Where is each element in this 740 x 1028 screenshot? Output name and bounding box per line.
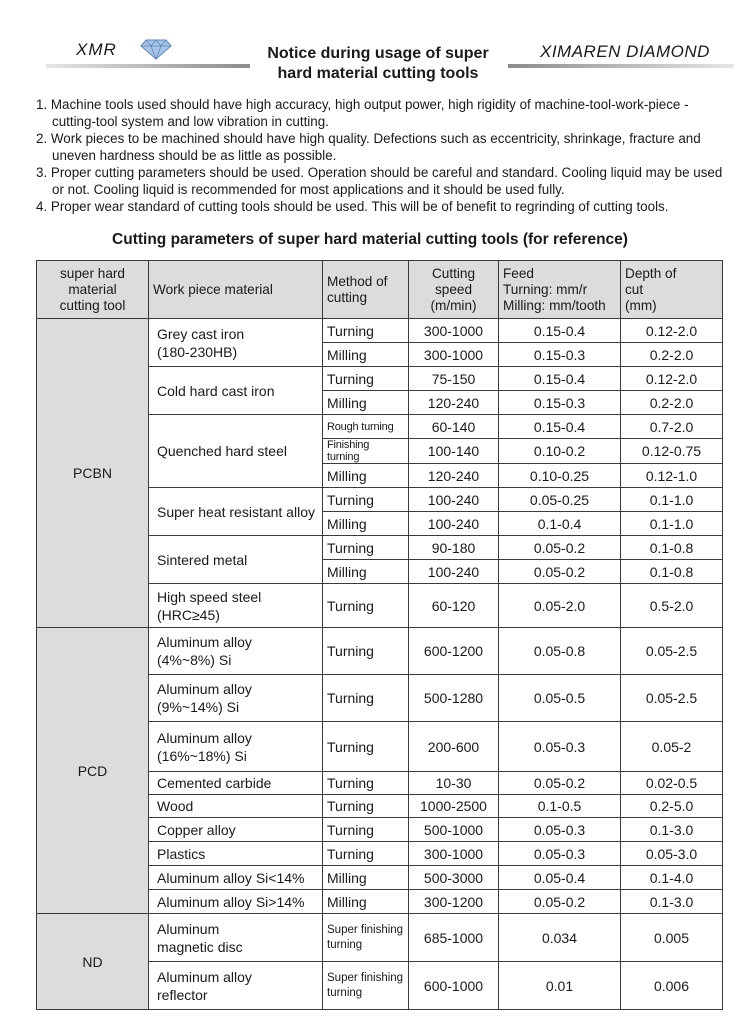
depth-cell: 0.006 (621, 962, 723, 1010)
material-cell (149, 488, 323, 536)
material-line: Aluminum alloy (157, 968, 252, 985)
feed-cell: 0.05-0.8 (499, 628, 621, 675)
feed-cell: 0.05-0.25 (499, 488, 621, 512)
material-line: Cemented carbide (157, 775, 272, 791)
depth-cell: 0.12-0.75 (621, 439, 723, 464)
material-line: (HRC≥45) (157, 606, 220, 623)
depth-cell: 0.1-0.8 (621, 536, 723, 560)
feed-cell: 0.05-0.3 (499, 722, 621, 772)
speed-cell: 90-180 (409, 536, 499, 560)
material-line: magnetic disc (157, 938, 243, 955)
depth-cell: 0.2-2.0 (621, 391, 723, 415)
feed-cell: 0.05-0.2 (499, 772, 621, 795)
speed-cell: 75-150 (409, 367, 499, 391)
material-cell (149, 914, 323, 962)
method-cell: Turning (323, 675, 409, 722)
feed-cell: 0.15-0.4 (499, 415, 621, 439)
speed-cell: 300-1000 (409, 842, 499, 866)
table-row (37, 319, 723, 343)
speed-cell: 60-140 (409, 415, 499, 439)
method-cell: Milling (323, 890, 409, 914)
material-cell (149, 415, 323, 488)
material-cell (149, 675, 323, 722)
material-cell (149, 584, 323, 628)
feed-cell: 0.15-0.4 (499, 319, 621, 343)
method-cell: Milling (323, 391, 409, 415)
material-cell (149, 319, 323, 367)
material-cell (149, 842, 323, 866)
material-line: Super heat resistant alloy (157, 503, 315, 520)
material-cell (149, 890, 323, 914)
method-cell: Super finishing turning (323, 962, 409, 1010)
material-line: Wood (157, 798, 194, 814)
header-material: Work piece material (149, 261, 323, 319)
brand-logo-text: XMR (76, 40, 117, 59)
feed-cell: 0.1-0.5 (499, 795, 621, 818)
table-row (37, 628, 723, 675)
method-cell: Milling (323, 512, 409, 536)
header-depth: Depth of cut (mm) (621, 261, 723, 319)
depth-cell: 0.7-2.0 (621, 415, 723, 439)
header-rule-right (508, 64, 734, 68)
depth-cell: 0.05-2 (621, 722, 723, 772)
material-cell (149, 722, 323, 772)
table-body (37, 319, 723, 1010)
feed-cell: 0.01 (499, 962, 621, 1010)
feed-cell: 0.05-0.2 (499, 560, 621, 584)
feed-cell: 0.05-0.3 (499, 818, 621, 842)
table-header-row (37, 261, 723, 319)
header-rule-left (46, 64, 250, 68)
method-cell: Turning (323, 772, 409, 795)
speed-cell: 300-1000 (409, 319, 499, 343)
method-cell: Turning (323, 367, 409, 391)
feed-cell: 0.05-0.4 (499, 866, 621, 890)
usage-notes (36, 96, 728, 215)
material-cell (149, 818, 323, 842)
depth-cell: 0.2-2.0 (621, 343, 723, 367)
depth-cell: 0.1-4.0 (621, 866, 723, 890)
tool-type-cell: PCBN (37, 319, 149, 628)
depth-cell: 0.05-2.5 (621, 675, 723, 722)
speed-cell: 200-600 (409, 722, 499, 772)
method-cell: Milling (323, 560, 409, 584)
method-cell: Turning (323, 842, 409, 866)
feed-cell: 0.05-0.2 (499, 536, 621, 560)
material-line: Aluminum alloy (157, 681, 252, 697)
depth-cell: 0.12-2.0 (621, 367, 723, 391)
method-cell: Finishing turning (323, 439, 409, 464)
speed-cell: 500-1280 (409, 675, 499, 722)
feed-cell: 0.15-0.3 (499, 343, 621, 367)
method-cell: Milling (323, 464, 409, 488)
speed-cell: 600-1000 (409, 962, 499, 1010)
material-cell (149, 866, 323, 890)
method-cell: Milling (323, 343, 409, 367)
feed-cell: 0.05-0.5 (499, 675, 621, 722)
header-speed: Cutting speed (m/min) (409, 261, 499, 319)
material-cell (149, 772, 323, 795)
tool-type-cell: ND (37, 914, 149, 1010)
depth-cell: 0.1-3.0 (621, 890, 723, 914)
method-cell: Turning (323, 319, 409, 343)
method-cell: Super finishing turning (323, 914, 409, 962)
material-line: (180-230HB) (157, 343, 238, 360)
feed-cell: 0.05-2.0 (499, 584, 621, 628)
header-tool: super hard material cutting tool (37, 261, 149, 319)
speed-cell: 100-240 (409, 560, 499, 584)
note-item: 4. Proper wear standard of cutting tools should be used. This will be of benefit to regrinding of cutting tools. (36, 199, 669, 214)
speed-cell: 500-1000 (409, 818, 499, 842)
feed-cell: 0.1-0.4 (499, 512, 621, 536)
header-method: Method of cutting (323, 261, 409, 319)
material-cell (149, 795, 323, 818)
material-line: (16%~18%) Si (157, 747, 247, 764)
note-item: 2. Work pieces to be machined should have high quality. Defections such as eccentricity, shrinkage, fracture and uneven hardness should be as little as possible. (36, 131, 701, 163)
speed-cell: 10-30 (409, 772, 499, 795)
material-line: Aluminum alloy (157, 634, 252, 650)
title-line-1: Notice during usage of super (267, 45, 489, 62)
page-header (0, 0, 740, 90)
method-cell: Turning (323, 536, 409, 560)
material-line: Sintered metal (157, 551, 248, 568)
speed-cell: 600-1200 (409, 628, 499, 675)
title-line-2: hard material cutting tools (277, 65, 479, 82)
material-line: Aluminum alloy Si>14% (157, 893, 305, 910)
feed-cell: 0.034 (499, 914, 621, 962)
tool-type-cell: PCD (37, 628, 149, 914)
feed-cell: 0.05-0.2 (499, 890, 621, 914)
company-name: XIMAREN DIAMOND (540, 42, 710, 61)
material-line: Aluminum alloy Si<14% (157, 869, 305, 886)
material-line: (9%~14%) Si (157, 699, 240, 715)
depth-cell: 0.5-2.0 (621, 584, 723, 628)
speed-cell: 685-1000 (409, 914, 499, 962)
feed-cell: 0.15-0.3 (499, 391, 621, 415)
material-line: High speed steel (157, 588, 262, 605)
method-cell: Milling (323, 866, 409, 890)
depth-cell: 0.12-2.0 (621, 319, 723, 343)
speed-cell: 300-1200 (409, 890, 499, 914)
material-cell (149, 536, 323, 584)
material-cell (149, 367, 323, 415)
method-cell: Turning (323, 628, 409, 675)
depth-cell: 0.2-5.0 (621, 795, 723, 818)
header-feed: Feed Turning: mm/r Milling: mm/tooth (499, 261, 621, 319)
speed-cell: 120-240 (409, 464, 499, 488)
depth-cell: 0.1-3.0 (621, 818, 723, 842)
material-line: Grey cast iron (157, 325, 245, 342)
depth-cell: 0.1-1.0 (621, 488, 723, 512)
material-line: Cold hard cast iron (157, 382, 275, 399)
method-cell: Turning (323, 584, 409, 628)
table-row (37, 914, 723, 962)
speed-cell: 100-140 (409, 439, 499, 464)
material-line: reflector (157, 986, 208, 1003)
method-cell: Turning (323, 795, 409, 818)
material-cell (149, 962, 323, 1010)
table-title: Cutting parameters of super hard material cutting tools (for reference) (112, 231, 628, 248)
depth-cell: 0.05-2.5 (621, 628, 723, 675)
depth-cell: 0.005 (621, 914, 723, 962)
material-line: Aluminum alloy (157, 729, 252, 746)
speed-cell: 1000-2500 (409, 795, 499, 818)
material-line: Copper alloy (157, 821, 236, 838)
feed-cell: 0.15-0.4 (499, 367, 621, 391)
depth-cell: 0.1-0.8 (621, 560, 723, 584)
page-title (252, 44, 504, 84)
method-cell: Rough turning (323, 415, 409, 439)
speed-cell: 100-240 (409, 488, 499, 512)
method-cell: Turning (323, 722, 409, 772)
speed-cell: 300-1000 (409, 343, 499, 367)
material-line: (4%~8%) Si (157, 652, 232, 668)
diamond-icon (140, 38, 172, 60)
method-cell: Turning (323, 818, 409, 842)
cutting-parameters-table (36, 260, 723, 1010)
depth-cell: 0.02-0.5 (621, 772, 723, 795)
material-line: Aluminum (157, 920, 220, 937)
depth-cell: 0.12-1.0 (621, 464, 723, 488)
feed-cell: 0.05-0.3 (499, 842, 621, 866)
feed-cell: 0.10-0.2 (499, 439, 621, 464)
note-item: 1. Machine tools used should have high accuracy, high output power, high rigidity of machine-tool-work-piece -cutting-tool system and low vibration in cutting. (36, 97, 689, 129)
depth-cell: 0.05-3.0 (621, 842, 723, 866)
method-cell: Turning (323, 488, 409, 512)
material-line: Quenched hard steel (157, 443, 287, 459)
note-item: 3. Proper cutting parameters should be used. Operation should be careful and standard. Cooling liquid may be used or not. Cooling liquid is recommended for most applications and it should be used fully. (36, 165, 723, 197)
speed-cell: 100-240 (409, 512, 499, 536)
material-line: Plastics (157, 845, 206, 862)
material-cell (149, 628, 323, 675)
speed-cell: 120-240 (409, 391, 499, 415)
depth-cell: 0.1-1.0 (621, 512, 723, 536)
speed-cell: 500-3000 (409, 866, 499, 890)
feed-cell: 0.10-0.25 (499, 464, 621, 488)
speed-cell: 60-120 (409, 584, 499, 628)
